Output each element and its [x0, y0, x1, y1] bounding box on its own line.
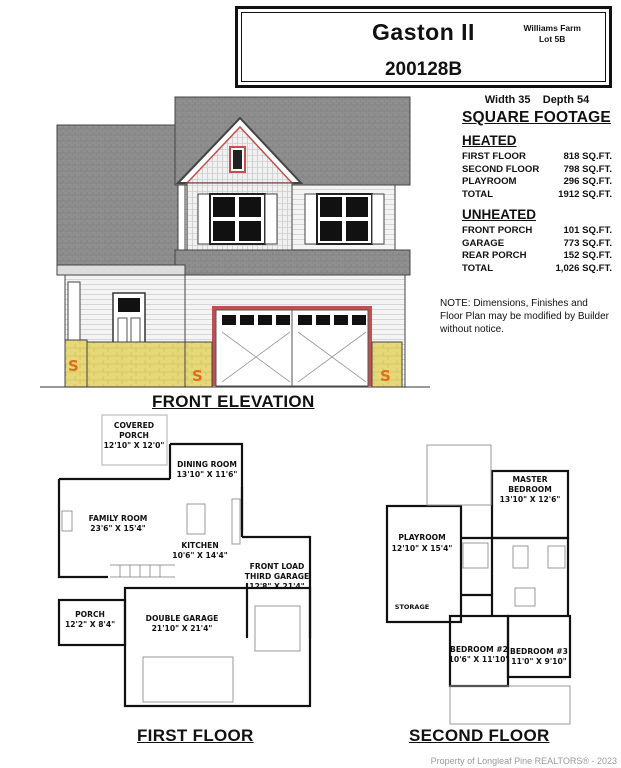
community-line-1: Williams Farm — [523, 23, 581, 33]
bedroom-3-size: 11'0" X 9'10" — [511, 657, 567, 666]
first-floor-caption: FIRST FLOOR — [137, 726, 254, 745]
bedroom-3-name: BEDROOM #3 — [510, 647, 568, 656]
double-garage-name: DOUBLE GARAGE — [145, 614, 219, 623]
porch-name: PORCH — [75, 610, 105, 619]
sqft-row-value: 798 SQ.FT. — [563, 163, 612, 175]
second-floor-caption: SECOND FLOOR — [409, 726, 550, 745]
sqft-row-label: TOTAL — [462, 262, 494, 274]
unheated-title: UNHEATED — [462, 207, 536, 222]
kitchen-size: 10'6" X 14'4" — [172, 551, 228, 560]
sqft-row-value: 818 SQ.FT. — [563, 151, 612, 162]
community-line-2: Lot 5B — [538, 34, 566, 44]
heated-title: HEATED — [462, 133, 517, 148]
sqft-row-value: 1912 SQ.FT. — [558, 188, 612, 200]
sqft-row-value: 152 SQ.FT. — [563, 250, 612, 261]
plan-number: 200128B — [384, 59, 463, 80]
second-floor-plan — [380, 440, 580, 725]
bedroom-2-name: BEDROOM #2 — [450, 645, 508, 654]
dining-room-size: 13'10" X 11'6" — [176, 470, 238, 479]
sqft-row-value: 296 SQ.FT. — [563, 176, 612, 187]
sqft-row-value: 773 SQ.FT. — [563, 237, 612, 249]
sqft-row-label: FRONT PORCH — [462, 225, 533, 236]
width-label: Width 35 — [484, 94, 531, 106]
covered-porch-name-1: COVERED — [113, 421, 155, 430]
stone-mark-left: S — [68, 357, 79, 375]
depth-label: Depth 54 — [542, 94, 590, 106]
sqft-row-label: GARAGE — [462, 237, 505, 249]
porch-size: 12'2" X 8'4" — [64, 620, 116, 629]
kitchen-name: KITCHEN — [181, 541, 219, 550]
sqft-row-label: SECOND FLOOR — [462, 163, 540, 175]
sqft-row-label: FIRST FLOOR — [462, 151, 526, 162]
master-bedroom-size: 13'10" X 12'6" — [499, 495, 561, 504]
sqft-row-label: TOTAL — [462, 188, 494, 200]
playroom-name: PLAYROOM — [398, 533, 446, 542]
covered-porch-name-2: PORCH — [119, 431, 149, 440]
third-garage-size: 12'8" X 21'4" — [249, 582, 305, 591]
master-bedroom-name-1: MASTER — [512, 475, 548, 484]
sqft-row-value: 1,026 SQ.FT. — [555, 262, 612, 274]
double-garage-size: 21'10" X 21'4" — [151, 624, 213, 633]
square-footage-title: SQUARE FOOTAGE — [462, 109, 611, 126]
family-room-size: 23'6" X 15'4" — [90, 524, 146, 533]
bedroom-2-size: 10'6" X 11'10" — [448, 655, 510, 664]
playroom-size: 12'10" X 15'4" — [391, 544, 453, 553]
front-elevation-caption: FRONT ELEVATION — [152, 392, 315, 411]
storage-name: STORAGE — [394, 603, 430, 611]
covered-porch-size: 12'10" X 12'0" — [103, 441, 165, 450]
sqft-row-label: REAR PORCH — [462, 250, 527, 261]
stone-mark-center: S — [192, 367, 203, 385]
plan-name: Gaston II — [372, 19, 475, 45]
third-garage-name-2: THIRD GARAGE — [244, 572, 310, 581]
sqft-row-label: PLAYROOM — [462, 176, 517, 187]
first-floor-plan — [0, 405, 330, 725]
master-bedroom-name-2: BEDROOM — [508, 485, 552, 494]
dining-room-name: DINING ROOM — [177, 460, 237, 469]
family-room-name: FAMILY ROOM — [88, 514, 148, 523]
footer-watermark: Property of Longleaf Pine REALTORS® - 2023 — [430, 756, 617, 766]
disclaimer-note: NOTE: Dimensions, Finishes and Floor Plan may be modified by Builder without notice. — [440, 298, 609, 335]
sqft-row-value: 101 SQ.FT. — [563, 225, 612, 236]
third-garage-name-1: FRONT LOAD — [249, 562, 305, 571]
stone-mark-right: S — [380, 367, 391, 385]
